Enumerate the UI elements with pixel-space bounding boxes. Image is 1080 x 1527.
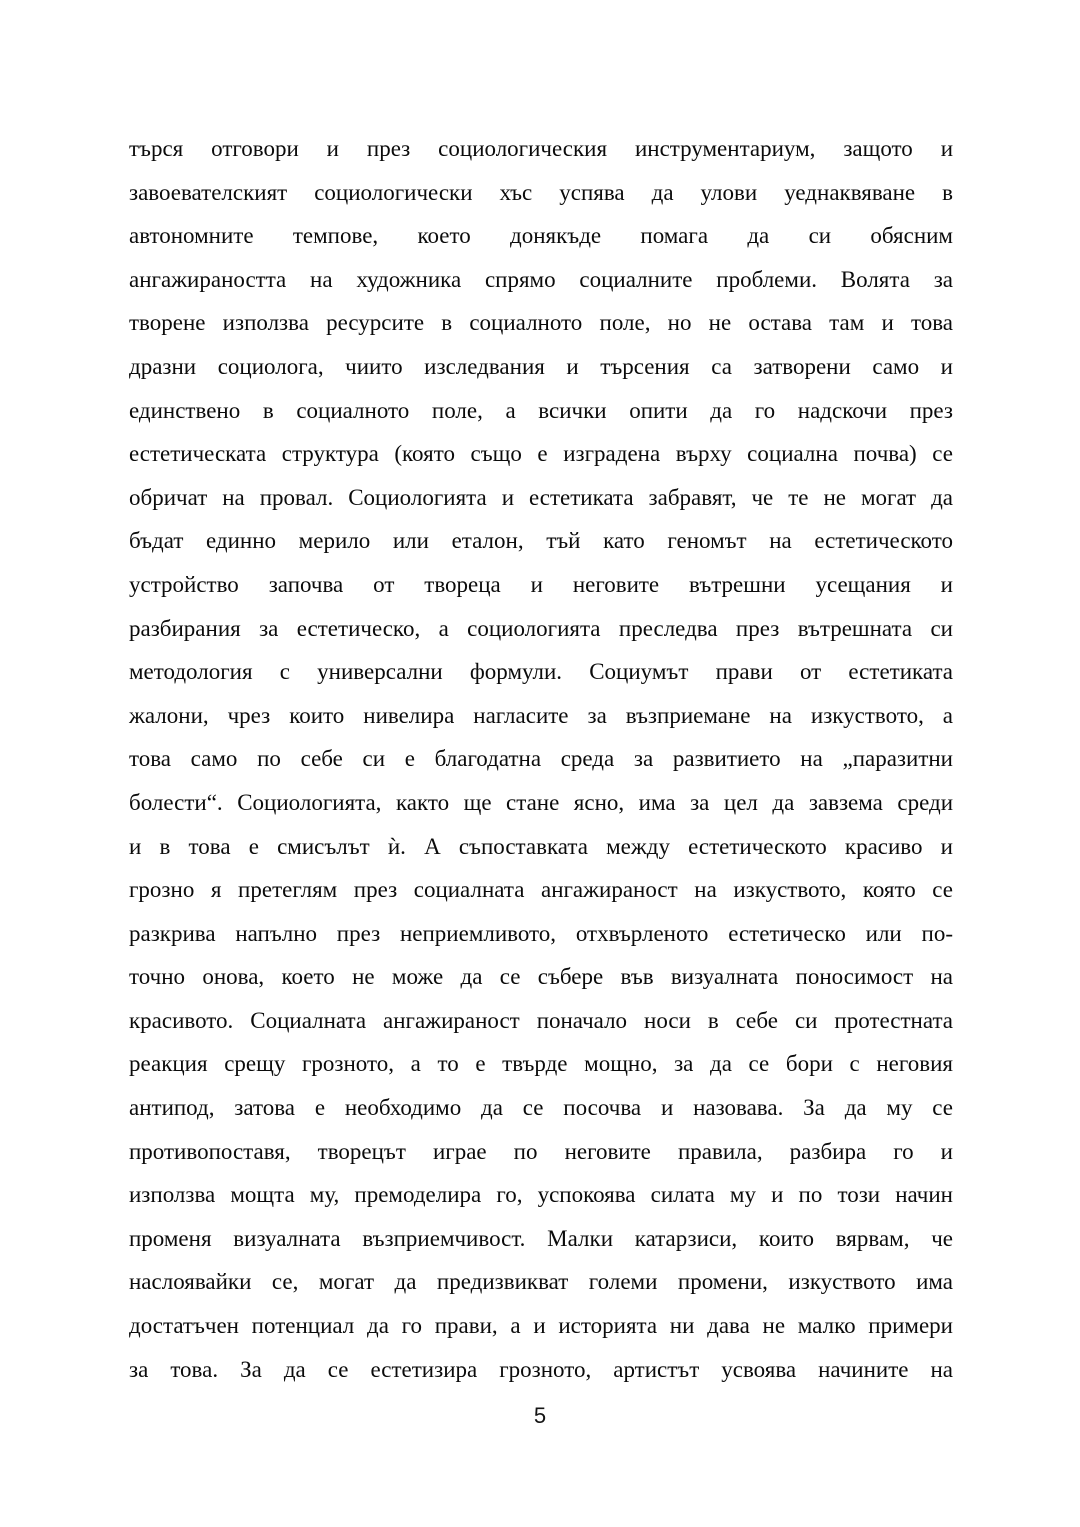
text-line: променя визуалната възприемчивост. Малки катарзиси, които вярвам, че — [129, 1225, 953, 1251]
text-line: единствено в социалното поле, а всички опити да го надскочи през — [129, 397, 953, 423]
page-number: 5 — [533, 1403, 547, 1428]
text-line: методология с универсални формули. Социумът прави от естетиката — [129, 659, 953, 685]
text-line: творене използва ресурсите в социалното поле, но не остава там и това — [129, 310, 953, 336]
text-line: красивото. Социалната ангажираност поначало носи в себе си протестната — [129, 1007, 953, 1033]
text-line: дразни социолога, чиито изследвания и търсения са затворени само и — [129, 353, 953, 379]
text-line: завоевателският социологически хъс успява да улови уеднаквяване в — [129, 179, 953, 205]
text-line: естетическата структура (която също е изградена върху социална почва) се — [129, 441, 953, 467]
text-line: за това. За да се естетизира грозното, артистът усвоява начините на — [129, 1356, 953, 1382]
text-line: устройство започва от твореца и неговите вътрешни усещания и — [129, 571, 953, 597]
text-line: автономните темпове, което донякъде помага да си обясним — [129, 223, 953, 249]
text-line: търся отговори и през социологическия инструментариум, защото и — [129, 136, 953, 161]
text-line: бъдат единно мерило или еталон, тъй като геномът на естетическото — [129, 528, 953, 554]
text-line: използва мощта му, премоделира го, успокоява силата му и по този начин — [129, 1182, 953, 1208]
text-line: точно онова, което не може да се събере във визуалната поносимост на — [129, 964, 953, 990]
text-line: ангажираността на художника спрямо социалните проблеми. Волята за — [129, 266, 953, 292]
text-line: грозно я претеглям през социалната ангажираност на изкуството, която се — [129, 877, 953, 903]
text-line: наслоявайки се, могат да предизвикват големи промени, изкуството има — [129, 1269, 953, 1295]
body-text-block — [129, 127, 953, 1391]
text-line: разкрива напълно през неприемливото, отхвърленото естетическо или по- — [129, 920, 953, 946]
text-line: противопоставя, творецът играе по неговите правила, разбира го и — [129, 1138, 953, 1164]
text-line: обричат на провал. Социологията и естетиката забравят, че те не могат да — [129, 484, 953, 510]
text-line: разбирания за естетическо, а социологията преследва през вътрешната си — [129, 615, 953, 641]
text-line: болести“. Социологията, както ще стане ясно, има за цел да завзема среди — [129, 789, 953, 815]
text-line: антипод, затова е необходимо да се посочва и назовава. За да му се — [129, 1095, 953, 1121]
text-line: достатъчен потенциал да го прави, а и историята ни дава не малко примери — [129, 1313, 953, 1339]
text-line: това само по себе си е благодатна среда за развитието на „паразитни — [129, 746, 953, 772]
text-line: жалони, чрез които нивелира нагласите за възприемане на изкуството, а — [129, 702, 953, 728]
page-footer — [0, 1403, 1080, 1429]
text-line: реакция срещу грозното, а то е твърде мощно, за да се бори с неговия — [129, 1051, 953, 1077]
text-line: и в това е смисълът ѝ. А съпоставката между естетическото красиво и — [129, 833, 953, 859]
